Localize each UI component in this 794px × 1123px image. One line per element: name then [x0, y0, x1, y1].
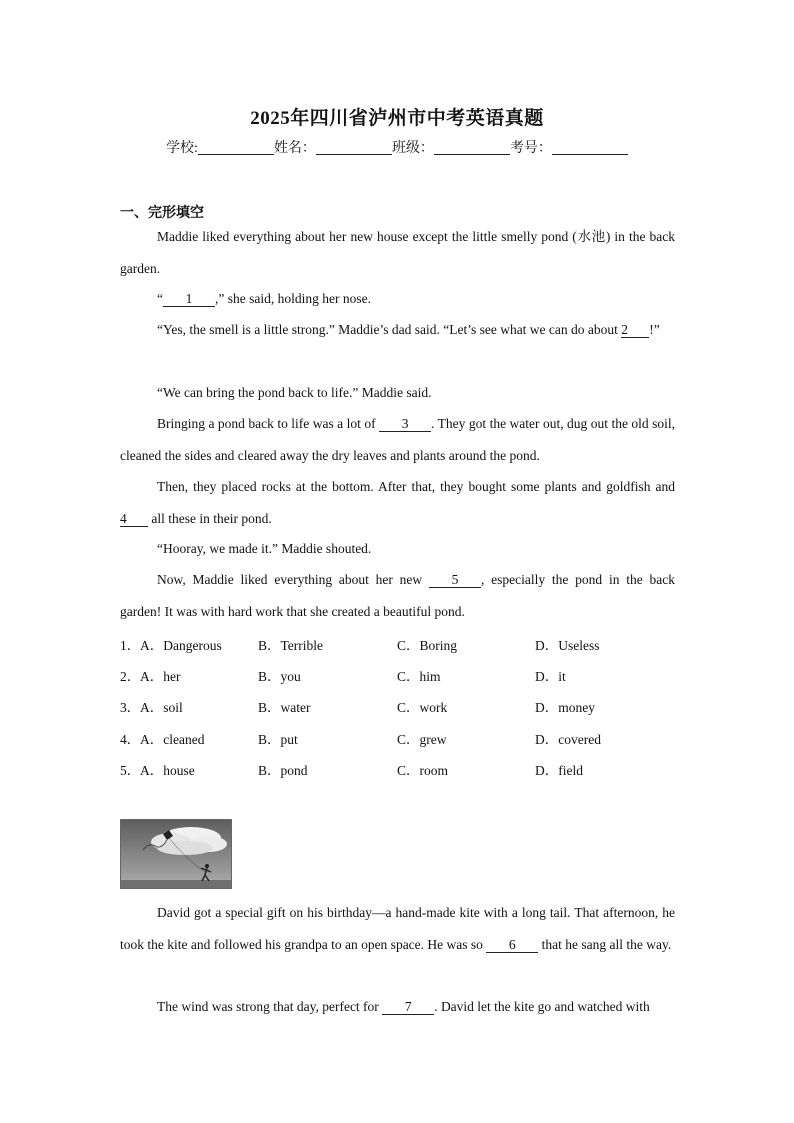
paragraph-text: Bringing a pond back to life was a lot of	[157, 416, 380, 431]
paragraph-text: Now, Maddie liked everything about her new	[157, 572, 429, 587]
option-row	[120, 728, 680, 748]
option-d: D．field	[535, 763, 583, 778]
paragraph	[120, 377, 675, 409]
option-row	[120, 696, 680, 716]
paragraph-text: “Hooray, we made it.” Maddie shouted.	[157, 541, 372, 556]
paragraph-text: The wind was strong that day, perfect for	[157, 999, 383, 1014]
option-a: A．soil	[140, 700, 183, 715]
paragraph	[120, 533, 675, 565]
school-label: 学校:	[166, 141, 198, 156]
paragraph-text: !”	[649, 322, 660, 337]
question-number: 5．	[120, 763, 141, 778]
paragraph-text: . They got the water out, dug out the old soil, cleaned the sides and cleared away the dry leaves and plants around the pond.	[120, 416, 676, 463]
question-number: 4．	[120, 732, 141, 747]
paragraph-text: . David let the kite go and watched with	[434, 999, 650, 1014]
paragraph-text: “Yes, the smell is a little strong.” Maddie’s dad said. “Let’s see what we can do about	[157, 322, 622, 337]
kite-photo-illustration	[121, 820, 232, 889]
option-b: B．put	[258, 732, 298, 747]
option-a: A．cleaned	[140, 732, 205, 747]
blank-1: 1	[163, 291, 215, 307]
option-b: B．Terrible	[258, 638, 324, 653]
name-blank	[316, 140, 392, 155]
option-d: D．Useless	[535, 638, 600, 653]
section-heading-cloze: 一、完形填空	[120, 205, 204, 221]
number-label: 考号：	[509, 141, 552, 156]
option-c: C．Boring	[397, 638, 458, 653]
paragraph	[120, 408, 675, 471]
paragraph	[120, 564, 675, 627]
paragraph-text: “We can bring the pond back to life.” Maddie said.	[157, 385, 432, 400]
number-blank	[552, 140, 628, 155]
school-blank	[198, 140, 274, 155]
question-number: 3．	[120, 700, 141, 715]
paragraph	[120, 314, 675, 346]
option-d: D．money	[535, 700, 595, 715]
page-title: 2025年四川省泸州市中考英语真题	[250, 108, 544, 129]
option-c: C．him	[397, 669, 441, 684]
paragraph-text: David got a special gift on his birthday—a hand-made kite with a long tail. That afternoon, he took the kite and followed his grandpa to an open space. He was so	[120, 905, 675, 952]
paragraph	[120, 897, 675, 960]
paragraph-text: ,” she said, holding her nose.	[215, 291, 371, 306]
option-b: B．water	[258, 700, 311, 715]
paragraph-text: that he sang all the way.	[538, 936, 672, 952]
option-b: B．you	[258, 669, 301, 684]
option-row	[120, 759, 680, 779]
option-c: C．work	[397, 700, 448, 715]
class-blank	[434, 140, 510, 155]
option-d: D．it	[535, 669, 566, 684]
paragraph-text: all these in their pond.	[148, 510, 272, 526]
paragraph-text: , especially the pond in the back garden! It was with hard work that she created a beautiful pond.	[120, 572, 675, 619]
option-a: A．her	[140, 669, 181, 684]
option-a: A．house	[140, 763, 195, 778]
student-info-line	[0, 137, 794, 157]
blank-7: 7	[382, 999, 434, 1015]
option-row	[120, 665, 680, 685]
option-b: B．pond	[258, 763, 308, 778]
blank-4: 4	[120, 511, 148, 527]
option-a: A．Dangerous	[140, 638, 222, 653]
paragraph	[120, 471, 675, 534]
option-d: D．covered	[535, 732, 601, 747]
name-label: 姓名：	[273, 141, 316, 156]
paragraph-text: Maddie liked everything about her new house except the little smelly pond (水池) in the back garden.	[120, 229, 675, 276]
question-number: 1．	[120, 638, 141, 653]
blank-5: 5	[429, 572, 481, 588]
blank-3: 3	[379, 416, 431, 432]
paragraph-text: Then, they placed rocks at the bottom. After that, they bought some plants and goldfish and	[157, 479, 675, 494]
paragraph-text: “	[157, 291, 163, 306]
class-label: 班级：	[391, 141, 434, 156]
option-c: C．grew	[397, 732, 447, 747]
blank-2: 2	[621, 322, 649, 338]
paragraph	[120, 283, 675, 315]
question-number: 2．	[120, 669, 141, 684]
paragraph	[120, 991, 675, 1023]
option-row	[120, 634, 680, 654]
kite-flying-photo	[120, 819, 232, 889]
option-c: C．room	[397, 763, 449, 778]
blank-6: 6	[486, 937, 538, 953]
paragraph	[120, 221, 675, 284]
